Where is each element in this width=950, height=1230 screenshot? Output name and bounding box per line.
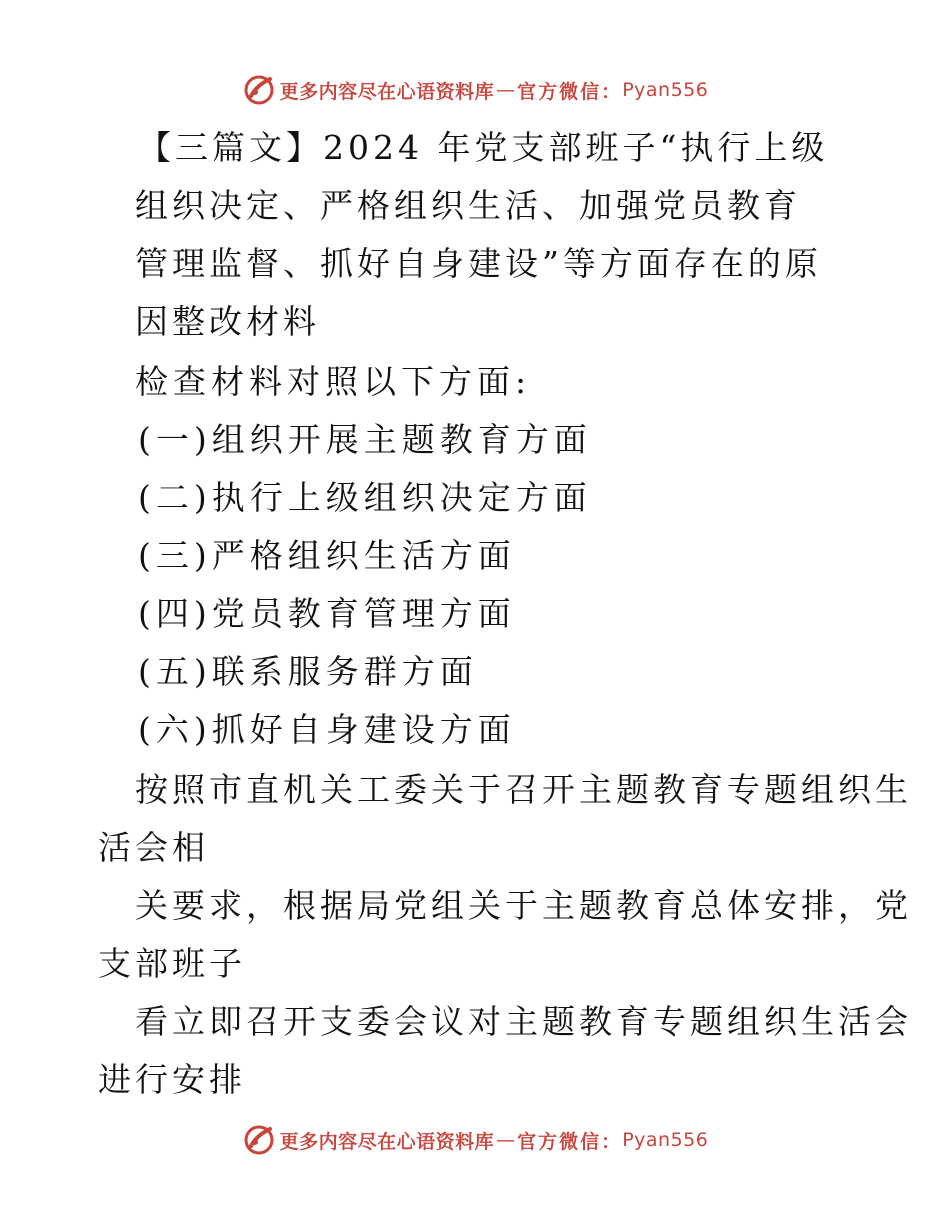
doc-intro: 检查材料对照以下方面:: [135, 362, 532, 401]
paragraph-line: 关要求，根据局党组关于主题教育总体安排，党: [135, 886, 912, 925]
doc-title-line-3: 管理监督、抓好自身建设”等方面存在的原: [135, 244, 822, 283]
watermark-banner-top: [0, 70, 950, 110]
brush-seal-logo-icon: [242, 1123, 276, 1157]
brush-seal-logo-icon: [242, 73, 276, 107]
watermark-banner-bottom: [0, 1120, 950, 1160]
watermark-sub-text: 官方微信：: [517, 80, 623, 103]
paragraph-line: 按照市直机关工委关于召开主题教育专题组织生: [135, 770, 912, 809]
paragraph-line: 活会相: [98, 828, 209, 867]
paragraph-line: 支部班子: [98, 944, 246, 983]
watermark-sub-text: 官方微信：: [517, 1130, 623, 1153]
watermark-dash: —: [496, 79, 516, 101]
doc-title-line-4: 因整改材料: [135, 302, 320, 341]
watermark-main-text: 更多内容尽在心语资料库: [279, 1130, 495, 1153]
watermark-main-text: 更多内容尽在心语资料库: [279, 80, 495, 103]
list-item: (六)抓好自身建设方面: [138, 710, 516, 749]
list-item: (五)联系服务群方面: [138, 652, 478, 691]
list-item: (二)执行上级组织决定方面: [138, 478, 592, 517]
list-item: (三)严格组织生活方面: [138, 536, 516, 575]
doc-title-line-2: 组织决定、严格组织生活、加强党员教育: [135, 186, 801, 225]
paragraph-line: 进行安排: [98, 1060, 246, 1099]
watermark-wechat-id: Pyan556: [622, 1129, 709, 1151]
list-item: (一)组织开展主题教育方面: [138, 420, 592, 459]
watermark-dash: —: [496, 1129, 516, 1151]
doc-title-line-1: 【三篇文】2024 年党支部班子“执行上级: [138, 128, 829, 167]
paragraph-line: 看立即召开支委会议对主题教育专题组织生活会: [135, 1002, 912, 1041]
list-item: (四)党员教育管理方面: [138, 594, 516, 633]
watermark-wechat-id: Pyan556: [622, 79, 709, 101]
